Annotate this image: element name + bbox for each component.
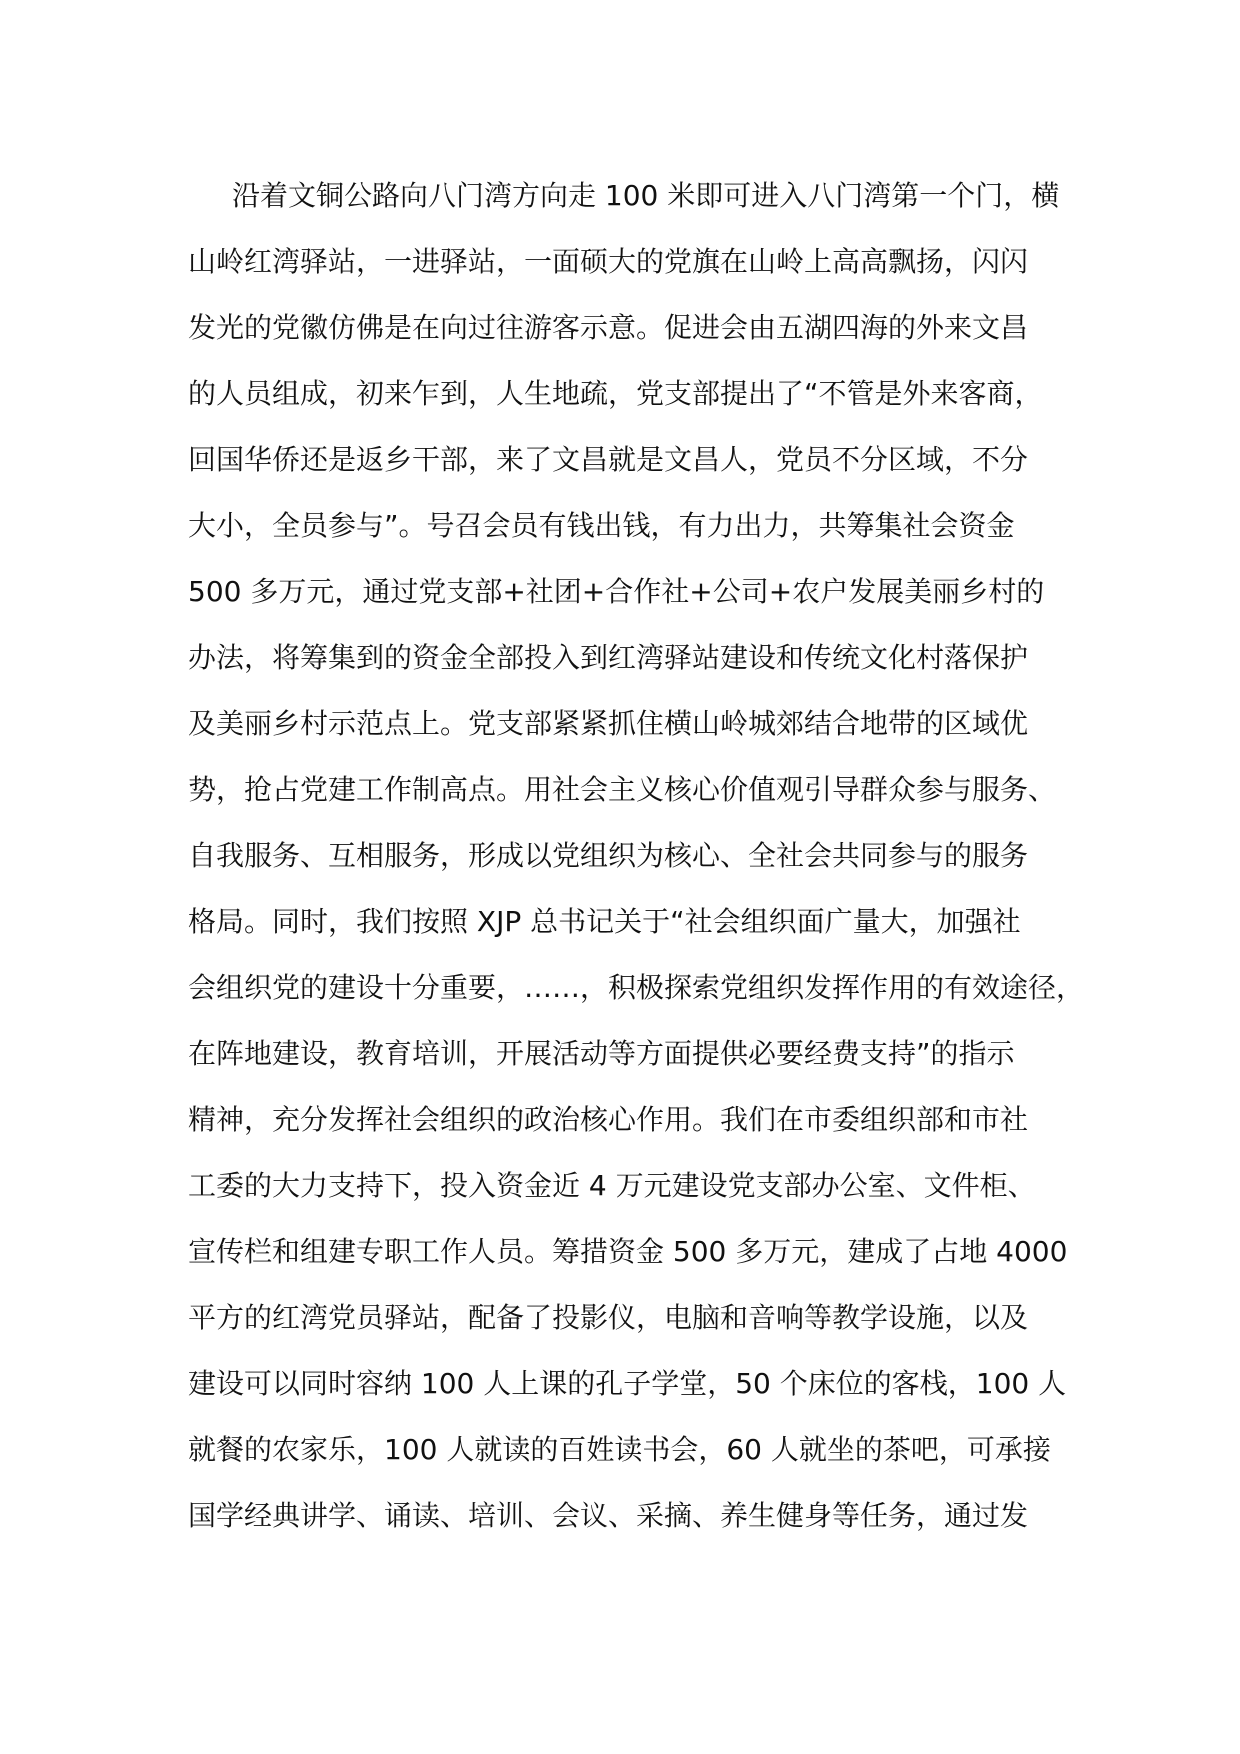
paragraph-line: 自我服务、互相服务，形成以党组织为核心、全社会共同参与的服务 [188,839,1029,872]
paragraph-line: 平方的红湾党员驿站，配备了投影仪，电脑和音响等教学设施，以及 [188,1301,1029,1334]
paragraph-line: 及美丽乡村示范点上。党支部紧紧抓住横山岭城郊结合地带的区域优 [188,707,1029,740]
paragraph-line: 建设可以同时容纳 100 人上课的孔子学堂，50 个床位的客栈，100 人 [188,1367,1067,1400]
paragraph-line: 会组织党的建设十分重要，……，积极探索党组织发挥作用的有效途径， [188,971,1085,1004]
paragraph-line: 势，抢占党建工作制高点。用社会主义核心价值观引导群众参与服务、 [188,773,1057,806]
paragraph-line: 沿着文铜公路向八门湾方向走 100 米即可进入八门湾第一个门，横 [232,179,1060,212]
paragraph-line: 精神，充分发挥社会组织的政治核心作用。我们在市委组织部和市社 [188,1103,1029,1136]
paragraph-line: 的人员组成，初来乍到，人生地疏，党支部提出了“不管是外来客商， [188,377,1043,410]
paragraph-line: 发光的党徽仿佛是在向过往游客示意。促进会由五湖四海的外来文昌 [188,311,1029,344]
paragraph-line: 办法，将筹集到的资金全部投入到红湾驿站建设和传统文化村落保护 [188,641,1029,674]
paragraph-line: 工委的大力支持下，投入资金近 4 万元建设党支部办公室、文件柜、 [188,1169,1036,1202]
paragraph-line: 在阵地建设，教育培训，开展活动等方面提供必要经费支持”的指示 [188,1037,1015,1070]
paragraph-line: 500 多万元，通过党支部+社团+合作社+公司+农户发展美丽乡村的 [188,575,1045,608]
paragraph-line: 回国华侨还是返乡干部，来了文昌就是文昌人，党员不分区域，不分 [188,443,1029,476]
paragraph-line: 大小，全员参与”。号召会员有钱出钱，有力出力，共筹集社会资金 [188,509,1015,542]
paragraph-line: 山岭红湾驿站，一进驿站，一面硕大的党旗在山岭上高高飘扬，闪闪 [188,245,1029,278]
paragraph-line: 宣传栏和组建专职工作人员。筹措资金 500 多万元，建成了占地 4000 [188,1235,1068,1268]
body-paragraph [188,168,1088,1554]
paragraph-line: 就餐的农家乐，100 人就读的百姓读书会，60 人就坐的茶吧，可承接 [188,1433,1051,1466]
paragraph-line: 国学经典讲学、诵读、培训、会议、采摘、养生健身等任务，通过发 [188,1499,1029,1532]
paragraph-line: 格局。同时，我们按照 XJP 总书记关于“社会组织面广量大，加强社 [188,905,1021,938]
